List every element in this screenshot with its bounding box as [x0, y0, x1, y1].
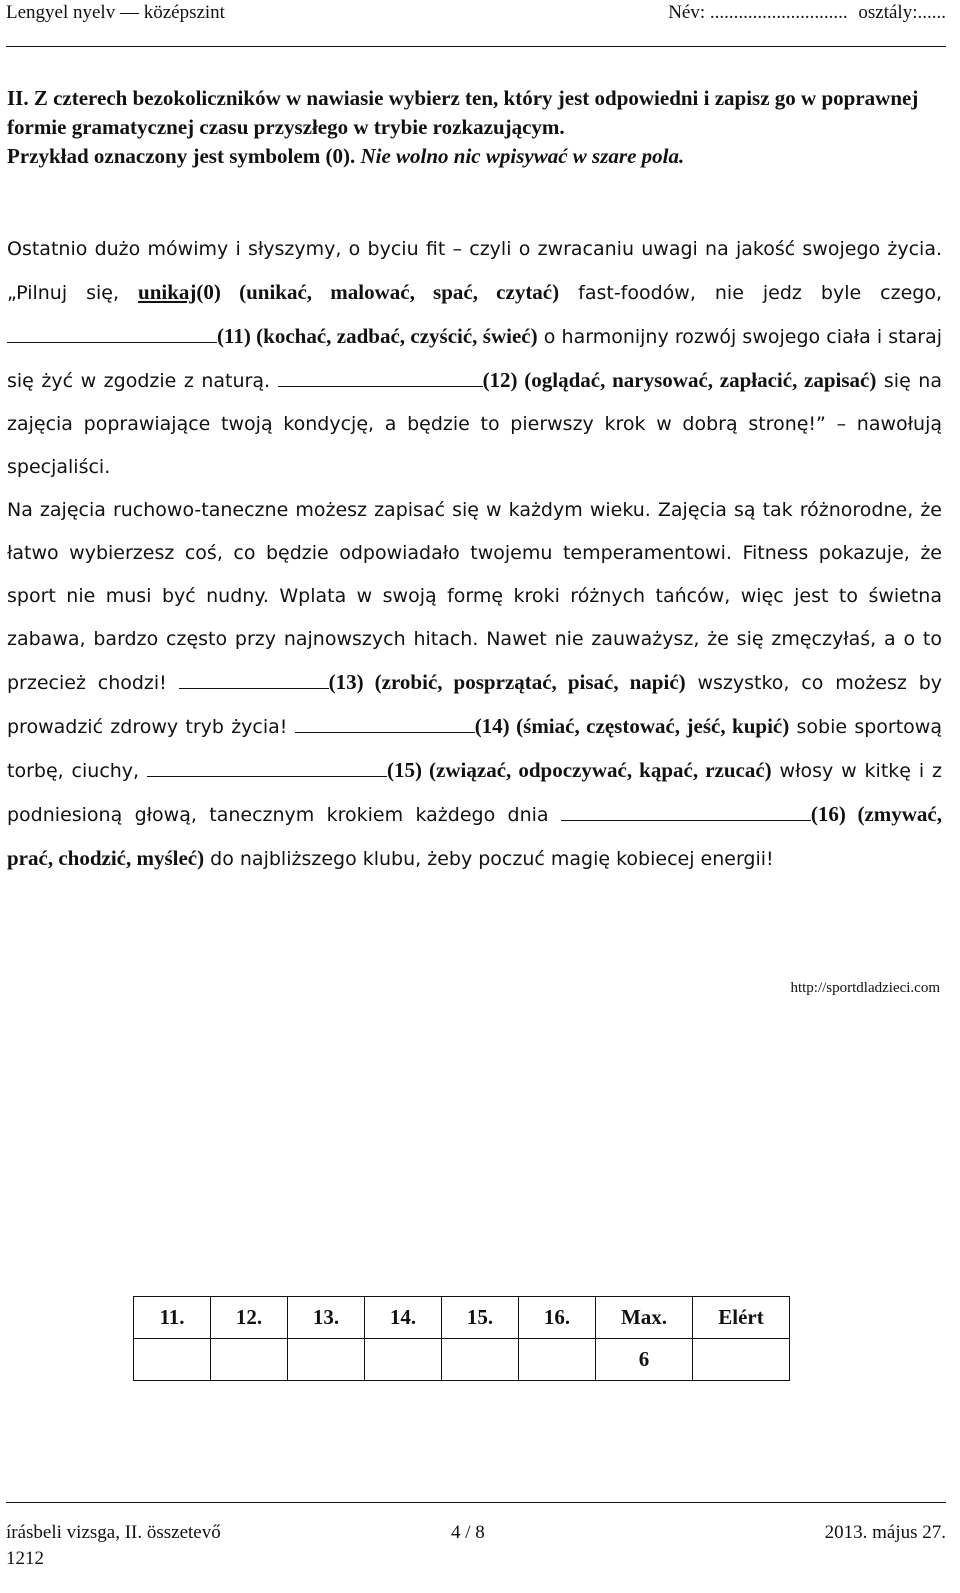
text-segment: Na zajęcia ruchowo-taneczne możesz zapisać się w każdym wieku. Zajęcia są tak różnorodne, że łatwo wybierzesz coś, co będzie odpowiadało twojemu temperamentowi. Fitness pokazuje, że sport nie musi być nudny. Wplata w swoją formę kroki różnych tańców, więc jest to świetna zabawa, bardzo często przy najnowszych hitach. Nawet nie zauważysz, że się zmęczyłaś, a o to przecież chodzi!	[7, 499, 942, 694]
text-segment: Ostatnio dużo mówimy i słyszymy, o byciu fit – czyli o zwracaniu uwagi na jakość swojego życia. „Pilnuj się,	[7, 238, 942, 304]
score-header-earned: Elért	[693, 1297, 790, 1339]
answer-blank-16[interactable]	[561, 802, 811, 821]
score-header-11: 11.	[134, 1297, 211, 1339]
options-11: (11) (kochać, zadbać, czyścić, świeć)	[217, 324, 538, 348]
task-line-3: Nie wolno nic wpisywać w szare pola.	[360, 144, 685, 168]
score-earned-cell[interactable]	[693, 1339, 790, 1381]
exam-subject-label: Lengyel nyelv — középszint	[6, 2, 225, 23]
example-answer: unikaj	[138, 280, 197, 304]
options-13: (13) (zrobić, posprzątać, pisać, napić)	[328, 670, 686, 694]
answer-blank-15[interactable]	[147, 758, 387, 777]
options-12: (12) (oglądać, narysować, zapłacić, zapisać)	[482, 368, 877, 392]
score-table	[133, 1296, 790, 1381]
score-cell-13[interactable]	[288, 1339, 365, 1381]
text-segment: się na zajęcia poprawiające twoją kondycję, a będzie to pierwszy krok w dobrą stronę!” – nawołują specjaliści.	[7, 370, 942, 478]
score-cell-11[interactable]	[134, 1339, 211, 1381]
text-segment: sobie sportową torbę, ciuchy,	[7, 716, 942, 782]
text-segment: włosy w kitkę i z podniesioną głową, tanecznym krokiem każdego dnia	[7, 760, 942, 826]
task-line-1: II. Z czterech bezokoliczników w nawiasie wybierz ten, który jest odpowiedni i zapisz go w poprawnej formie gramatycznej czasu przyszłego w trybie rozkazującym.	[7, 86, 919, 139]
example-options: (0) (unikać, malować, spać, czytać)	[196, 280, 560, 304]
score-cell-14[interactable]	[365, 1339, 442, 1381]
exercise-text	[7, 228, 942, 881]
footer-rule	[6, 1502, 946, 1503]
exam-date: 2013. május 27.	[824, 1522, 946, 1543]
score-cell-15[interactable]	[442, 1339, 519, 1381]
page-number: 4 / 8	[451, 1522, 485, 1543]
name-field[interactable]: Név: .............................	[668, 2, 848, 23]
score-header-16: 16.	[519, 1297, 596, 1339]
options-15: (15) (związać, odpoczywać, kąpać, rzucać)	[386, 758, 772, 782]
text-segment: wszystko, co możesz by prowadzić zdrowy tryb życia!	[7, 672, 943, 738]
score-header-15: 15.	[442, 1297, 519, 1339]
score-max-value: 6	[596, 1339, 693, 1381]
score-cell-16[interactable]	[519, 1339, 596, 1381]
class-field[interactable]: osztály:......	[858, 2, 946, 23]
score-header-max: Max.	[596, 1297, 693, 1339]
text-segment: fast-foodów, nie jedz byle czego,	[559, 282, 943, 304]
text-segment: do najbliższego klubu, żeby poczuć magię kobiecej energii!	[204, 848, 774, 870]
task-instructions	[7, 84, 942, 171]
options-16: (16) (zmywać, prać, chodzić, myśleć)	[7, 802, 942, 870]
score-header-14: 14.	[365, 1297, 442, 1339]
score-header-row	[134, 1297, 790, 1339]
score-cell-12[interactable]	[211, 1339, 288, 1381]
score-value-row	[134, 1339, 790, 1381]
answer-blank-12[interactable]	[278, 368, 483, 387]
page-header	[6, 0, 946, 26]
text-segment: o harmonijny rozwój swojego ciała i staraj się żyć w zgodzie z naturą.	[7, 326, 943, 392]
task-line-2: Przykład oznaczony jest symbolem (0).	[7, 144, 356, 168]
score-header-13: 13.	[288, 1297, 365, 1339]
options-14: (14) (śmiać, częstować, jeść, kupić)	[474, 714, 790, 738]
source-url: http://sportdladzieci.com	[790, 980, 940, 996]
score-header-12: 12.	[211, 1297, 288, 1339]
header-rule	[6, 46, 946, 47]
answer-blank-14[interactable]	[295, 714, 475, 733]
answer-blank-11[interactable]	[7, 324, 217, 343]
answer-blank-13[interactable]	[179, 670, 329, 689]
footer-exam-label: írásbeli vizsga, II. összetevő	[6, 1522, 221, 1543]
name-class-fields	[662, 0, 946, 26]
exam-code: 1212	[6, 1548, 44, 1569]
